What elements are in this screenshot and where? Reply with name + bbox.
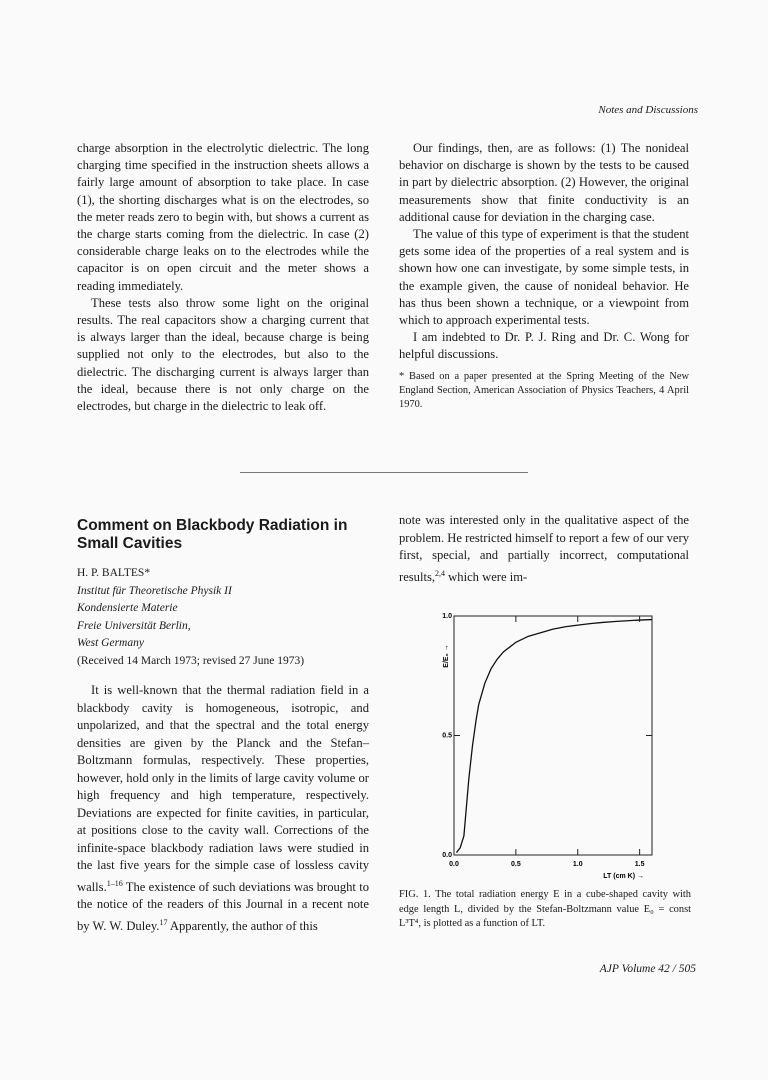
top-right-column [399, 140, 689, 412]
energy-curve [456, 620, 652, 853]
text-run: Apparently, the author of this [167, 918, 318, 933]
y-tick-label: 0.0 [442, 852, 452, 859]
citation: 17 [159, 917, 168, 927]
citation: 1–16 [106, 878, 123, 888]
figure-plot [438, 604, 668, 884]
x-tick-label: 0.5 [511, 861, 521, 868]
bottom-left-column [77, 682, 369, 935]
y-tick-label: 1.0 [442, 613, 452, 620]
y-axis-label: E/E₀ → [443, 644, 450, 668]
affiliation-line: West Germany [77, 637, 144, 649]
paragraph: The value of this type of experiment is that the student gets some idea of the properties of a real system and is shown how one can investigate, by some simple tests, in the example given, the cause of nonideal behavior. He has thus been shown a technique, or a viewpoint from which to approach experimental tests. [399, 227, 689, 328]
plot-frame [454, 616, 652, 855]
paragraph: charge absorption in the electrolytic dielectric. The long charging time specified in the instruction sheets allows a fairly large amount of absorption to take place. In case (1), the shorting discharges what is on the electrodes, so the meter reads zero to begin with, but shows a current as the charge starts coming from the dielectric. In case (2) considerable charge leaks on to the electrodes while the capacitor is on open circuit and the meter shows a reading immediately. [77, 141, 369, 293]
x-tick-label: 1.0 [572, 861, 583, 868]
text-run: which were im- [445, 569, 528, 584]
bottom-right-column [399, 512, 689, 586]
received-date: (Received 14 March 1973; revised 27 June 1973) [77, 654, 305, 667]
paragraph: These tests also throw some light on the original results. The real capacitors show a charging current that is always larger than the ideal, because charge is being supplied not only to the electrodes, but also to the dielectric. The discharging current is always larger than the ideal, because there is not only charge on the electrodes, but charge in the dielectric to leak off. [77, 295, 369, 414]
paragraph: Our findings, then, are as follows: (1) The nonideal behavior on discharge is shown by the tests to be caused in part by dielectric absorption. (2) However, the original measurements show that finite conductivity is an additional cause for deviation in the charging case. [399, 141, 689, 224]
text-run: The existence of such deviations was brought to the notice of the readers of this Journal in a recent note by W. W. Duley. [77, 879, 369, 933]
section-divider [240, 472, 528, 473]
affiliation-line: Kondensierte Materie [77, 602, 178, 614]
paragraph [399, 512, 689, 586]
paragraph [77, 682, 369, 935]
y-tick-label: 0.5 [442, 732, 452, 740]
citation: 2,4 [435, 568, 446, 578]
affiliation-line: Freie Universität Berlin, [77, 619, 191, 632]
top-left-column [77, 140, 369, 415]
article-title: Comment on Blackbody Radiation in Small Cavities [77, 517, 348, 552]
text-run: It is well-known that the thermal radiation field in a blackbody cavity is homogeneous, isotropic, and unpolarized, and that the spectral and the total energy densities are given by the Planck and the Stefan–Boltzmann formulas, respectively. These properties, however, hold only in the limits of large cavity volume or high frequency and high temperature, respectively. Deviations are expected for finite cavities, in particular, at positions close to the cavity wall. Corrections of the infinite-space blackbody radiation laws were studied in the last five years for the simple case of lossless cavity walls. [77, 683, 369, 894]
affiliation-line: Institut für Theoretische Physik II [77, 584, 232, 597]
x-tick-label: 1.5 [634, 861, 645, 868]
footnote: * Based on a paper presented at the Spring Meeting of the New England Section, American Association of Physics Teachers, 4 April 1970. [399, 370, 689, 410]
page-footer: AJP Volume 42 / 505 [599, 963, 696, 975]
x-axis-label: LT (cm K) → [603, 873, 644, 880]
byline [77, 565, 377, 670]
author: H. P. BALTES* [77, 567, 151, 579]
x-tick-label: 0.0 [449, 861, 459, 868]
section-header: Notes and Discussions [598, 104, 698, 116]
paragraph: I am indebted to Dr. P. J. Ring and Dr. C. Wong for helpful discussions. [399, 330, 689, 362]
figure-caption: FIG. 1. The total radiation energy E in a cube-shaped cavity with edge length L, divided by the Stefan-Boltzmann value E₀ = const L³T⁴, is plotted as a function of LT. [399, 889, 691, 929]
text-run: note was interested only in the qualitative aspect of the problem. He restricted himself to report a few of our very first, special, and partially incorrect, computational results, [399, 513, 689, 584]
